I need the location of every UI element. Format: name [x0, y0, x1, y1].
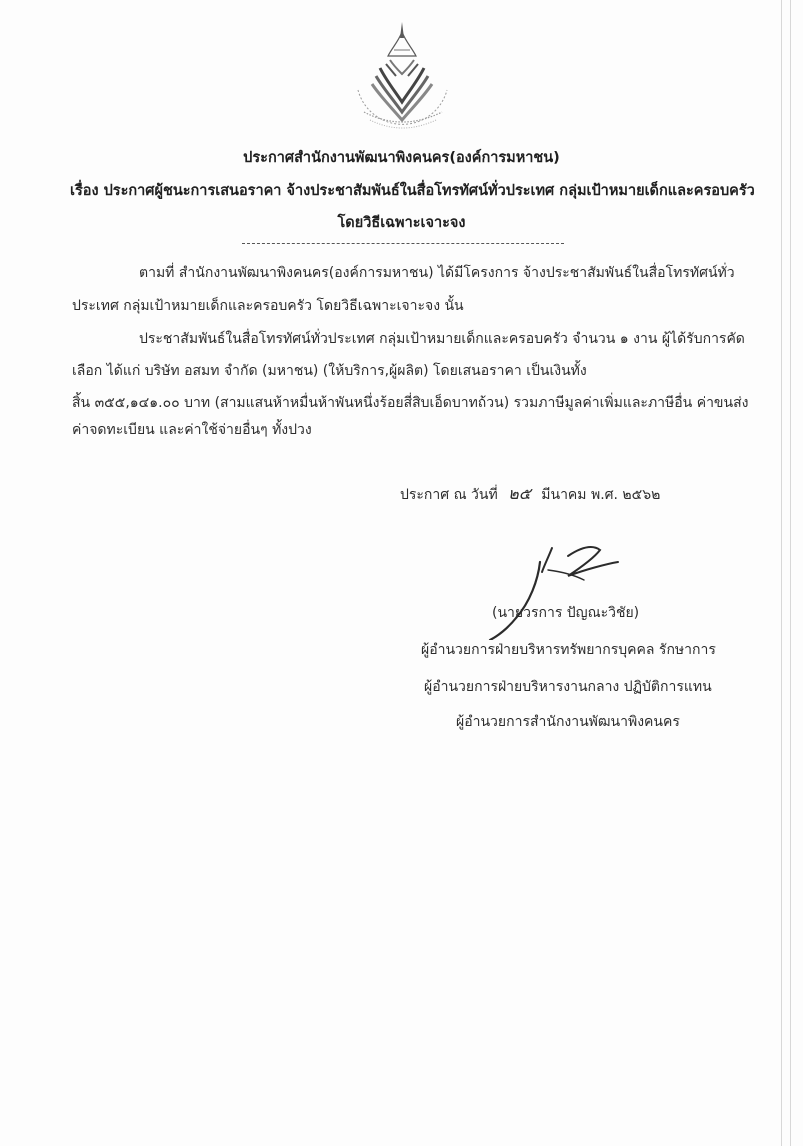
signatory-position-2: ผู้อำนวยการฝ่ายบริหารงานกลาง ปฏิบัติการแทน [424, 679, 712, 695]
paragraph-2-line-1: ประชาสัมพันธ์ในสื่อโทรทัศน์ทั่วประเทศ กลุ่มเป้าหมายเด็กและครอบครัว จำนวน ๑ งาน ผู้ได้รับการคัด [139, 331, 745, 347]
separator-dashes [242, 243, 564, 244]
scan-edge-line-outer [790, 0, 791, 1146]
paragraph-2-line-2: เลือก ได้แก่ บริษัท อสมท จำกัด (มหาชน) (ให้บริการ,ผู้ผลิต) โดยเสนอราคา เป็นเงินทั้ง [72, 363, 587, 379]
signatory-position-1: ผู้อำนวยการฝ่ายบริหารทรัพยากรบุคคล รักษาการ [421, 642, 716, 658]
paragraph-2-line-3: สิ้น ๓๕๕,๑๔๑.๐๐ บาท (สามแสนห้าหมื่นห้าพันหนึ่งร้อยสี่สิบเอ็ดบาทถ้วน) รวมภาษีมูลค่าเพิ่มและภาษีอื่น ค่าขนส่ง [72, 395, 749, 411]
signatory-position-3: ผู้อำนวยการสำนักงานพัฒนาพิงคนคร [456, 714, 680, 730]
pdaa-logo [350, 20, 455, 135]
handwritten-signature [468, 540, 628, 640]
announcement-subject: เรื่อง ประกาศผู้ชนะการเสนอราคา จ้างประชาสัมพันธ์ในสื่อโทรทัศน์ทั่วประเทศ กลุ่มเป้าหมายเด็กและครอบครัว [70, 183, 755, 199]
paragraph-1-line-1: ตามที่ สำนักงานพัฒนาพิงคนคร(องค์การมหาชน) ได้มีโครงการ จ้างประชาสัมพันธ์ในสื่อโทรทัศน์ทั่ว [139, 265, 735, 281]
paragraph-1-line-2: ประเทศ กลุ่มเป้าหมายเด็กและครอบครัว โดยวิธีเฉพาะเจาะจง นั้น [72, 298, 464, 314]
date-prefix: ประกาศ ณ วันที่ [400, 487, 498, 503]
scan-edge-line [781, 0, 782, 1146]
date-month-year: มีนาคม พ.ศ. ๒๕๖๒ [541, 487, 661, 503]
announcement-method: โดยวิธีเฉพาะเจาะจง [337, 215, 466, 231]
announcement-date [400, 484, 660, 505]
paragraph-2-line-4: ค่าจดทะเบียน และค่าใช้จ่ายอื่นๆ ทั้งปวง [72, 422, 312, 438]
signatory-name: (นายวรการ ปัญณะวิชัย) [492, 605, 640, 621]
announcement-org-title: ประกาศสำนักงานพัฒนาพิงคนคร(องค์การมหาชน) [243, 150, 560, 166]
date-day: ๒๕ [508, 484, 531, 503]
